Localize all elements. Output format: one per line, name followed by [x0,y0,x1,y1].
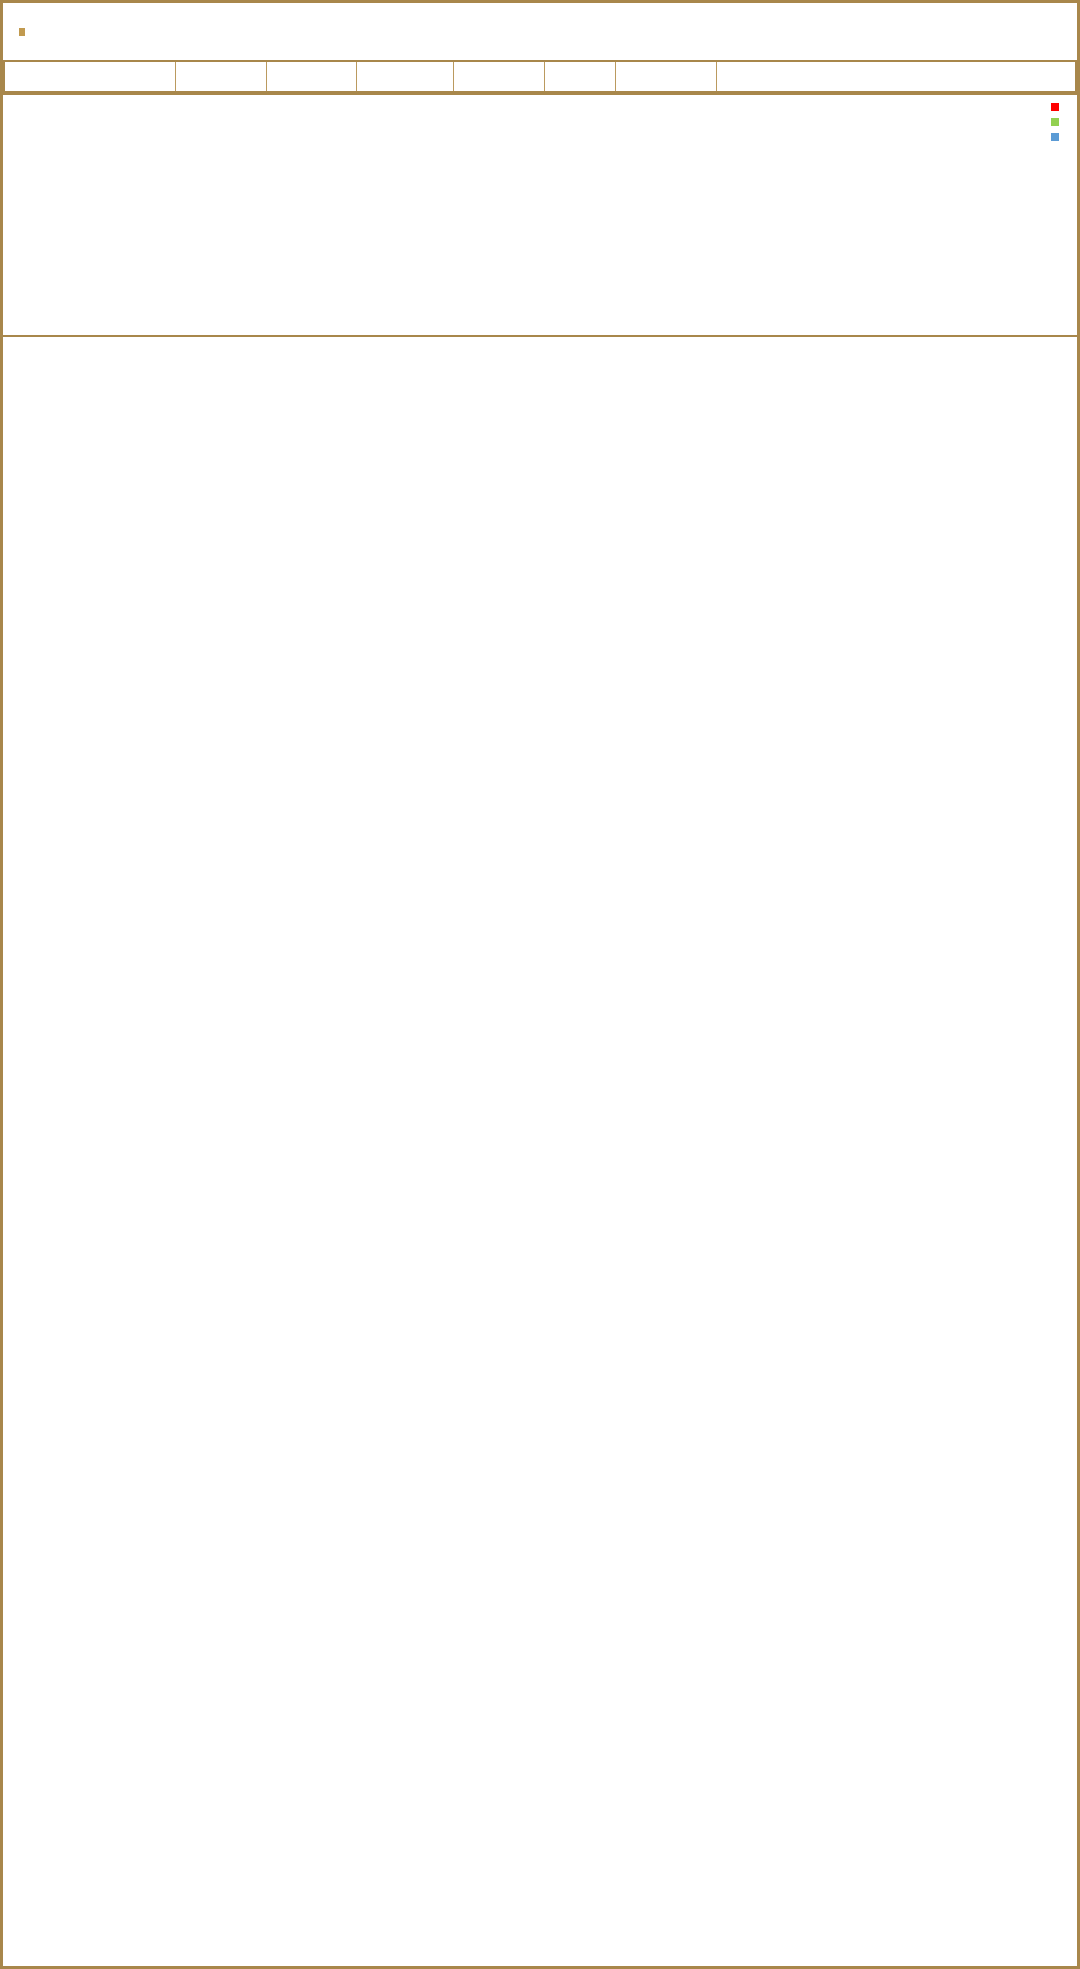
basis-rate-chart [3,93,1077,335]
col-header-main-contract [266,61,356,92]
report-header [3,3,1077,60]
col-header-basis-rate [544,61,615,92]
chart-x-axis-labels [53,285,1055,333]
table-header-row [4,61,1076,92]
logo-seal [19,28,25,36]
report-footer [3,335,1077,1966]
legend-swatch-increase [1051,103,1059,111]
legend-item-decrease [1051,118,1063,126]
legend-swatch-decrease [1051,118,1059,126]
basis-table [3,60,1077,93]
col-header-basis-trend [453,61,544,92]
col-header-main-basis [356,61,453,92]
col-header-spot-benchmark [716,61,1076,92]
legend-item-increase [1051,103,1063,111]
col-header-spot [175,61,266,92]
company-logo [13,28,388,36]
chart-plot-area [53,131,1055,283]
col-header-variety [4,61,175,92]
col-header-contract-code [615,61,716,92]
